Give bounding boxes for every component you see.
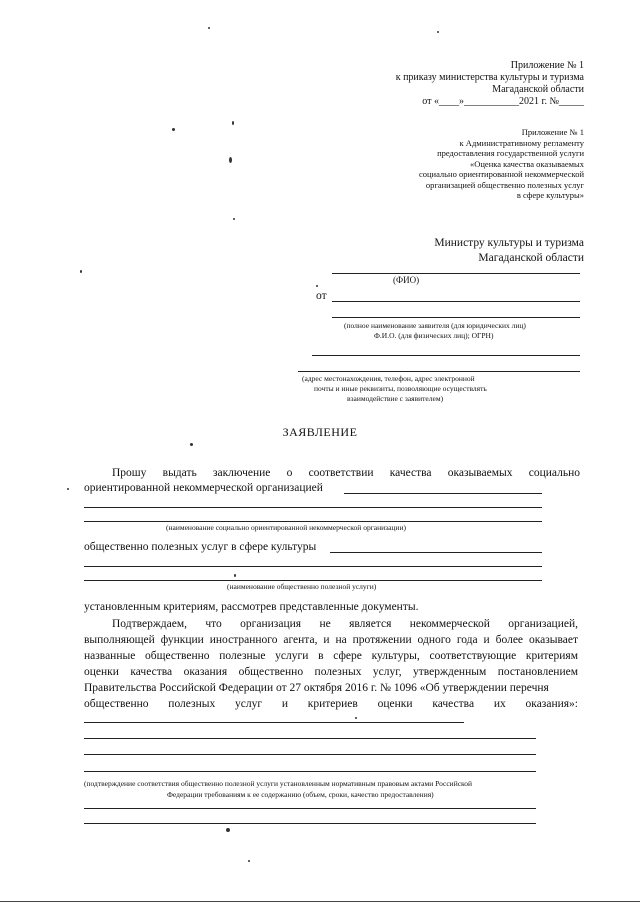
regulation-appendix-line: к Административному регламенту	[459, 137, 584, 148]
order-date-line: от «____»___________2021 г. №_____	[422, 96, 584, 107]
regulation-appendix-line: социально ориентированной некоммерческой	[418, 169, 584, 179]
confirmation-input-line-2[interactable]	[84, 738, 536, 739]
org-caption: (наименование социально ориентированной некоммерческой организации)	[166, 523, 406, 532]
confirmation-input-line-4[interactable]	[84, 771, 536, 772]
service-caption: (наименование общественно полезной услуги)	[227, 582, 377, 591]
order-appendix-title: Приложение № 1	[510, 60, 584, 71]
confirmation-paragraph-line: Подтверждаем, что организация не является некоммерческой организацией,	[112, 618, 578, 630]
from-input-line[interactable]	[332, 301, 580, 302]
statement-title: ЗАЯВЛЕНИЕ	[282, 425, 358, 439]
scan-edge-line	[0, 901, 640, 902]
confirmation-paragraph-line: общественно полезных услуг и критериев оценки качества их оказания»:	[84, 698, 578, 710]
from-label: от	[316, 290, 327, 302]
confirmation-paragraph-line: выполняющей функции иностранного агента, и на протяжении одного года и более оказывает	[84, 634, 578, 646]
confirmation-paragraph-line: оценки качества оказания общественно полезных услуг, утвержденным постановлением	[84, 666, 578, 678]
confirmation-input-line-3[interactable]	[84, 754, 536, 755]
org-input-line-2[interactable]	[84, 507, 542, 508]
address-caption: почты и иные реквизиты, позволяющие осуществлять	[314, 384, 487, 393]
regulation-appendix-line: организацией общественно полезных услуг	[425, 179, 584, 190]
addressee-line: Министру культуры и туризма	[434, 237, 584, 249]
regulation-appendix-line: предоставления государственной услуги	[437, 148, 584, 158]
scan-speck	[355, 717, 357, 719]
scan-speck	[248, 860, 250, 862]
scan-speck	[226, 828, 230, 832]
address-caption: (адрес местонахождения, телефон, адрес электронной	[302, 374, 475, 383]
regulation-appendix-line: в сфере культуры»	[516, 190, 584, 200]
confirmation-input-line[interactable]	[84, 722, 464, 723]
scan-speck	[316, 285, 318, 287]
fio-input-line[interactable]	[332, 273, 580, 274]
address-input-line[interactable]	[312, 355, 580, 356]
scan-speck	[229, 157, 232, 163]
confirmation-input-line-5[interactable]	[84, 808, 536, 809]
scan-speck	[234, 574, 236, 577]
org-input-line-3[interactable]	[84, 521, 542, 522]
criteria-line: установленным критериям, рассмотрев представленные документы.	[84, 601, 419, 613]
request-paragraph-line: ориентированной некоммерческой организацией	[84, 482, 323, 494]
order-appendix-line: Магаданской области	[492, 84, 584, 95]
scan-speck	[190, 443, 193, 446]
order-appendix-block	[396, 60, 584, 108]
confirmation-input-line-6[interactable]	[84, 823, 536, 824]
scan-speck	[172, 128, 175, 131]
order-appendix-line: к приказу министерства культуры и туризма	[395, 72, 584, 83]
request-paragraph-line: Прошу выдать заключение о соответствии качества оказываемых социально	[112, 467, 580, 479]
scan-speck	[233, 218, 235, 220]
applicant-caption: (полное наименование заявителя (для юридических лиц)	[344, 321, 526, 330]
from-input-line-2[interactable]	[332, 317, 580, 318]
confirmation-paragraph-line: Правительства Российской Федерации от 27 октября 2016 г. № 1096 «Об утверждении перечня	[84, 682, 549, 694]
address-caption: взаимодействие с заявителем)	[347, 394, 444, 403]
scan-speck	[67, 488, 69, 490]
service-input-line-3[interactable]	[84, 580, 542, 581]
regulation-appendix-line: «Оценка качества оказываемых	[469, 158, 584, 169]
applicant-caption: Ф.И.О. (для физических лиц); ОГРН)	[374, 331, 494, 340]
confirmation-caption: (подтверждение соответствия общественно полезной услуги установленным нормативным правовым актами Российской	[84, 779, 473, 788]
regulation-appendix-block	[419, 127, 584, 201]
regulation-appendix-title: Приложение № 1	[521, 127, 584, 137]
address-input-line-2[interactable]	[298, 371, 580, 372]
confirmation-caption: Федерации требованиям к ее содержанию (объем, сроки, качество предоставления)	[167, 790, 434, 799]
service-input-line[interactable]	[330, 552, 542, 553]
scan-speck	[80, 270, 82, 273]
fio-caption: (ФИО)	[393, 275, 420, 285]
services-label: общественно полезных услуг в сфере культуры	[84, 541, 317, 553]
addressee-block	[434, 236, 584, 266]
scan-speck	[437, 31, 439, 33]
scan-speck	[232, 121, 234, 125]
confirmation-paragraph-line: названные общественно полезные услуги в сфере культуры, соответствующие критериям	[84, 650, 578, 662]
service-input-line-2[interactable]	[84, 566, 542, 567]
scan-speck	[208, 27, 210, 29]
addressee-line: Магаданской области	[478, 252, 584, 264]
org-input-line[interactable]	[344, 493, 542, 494]
